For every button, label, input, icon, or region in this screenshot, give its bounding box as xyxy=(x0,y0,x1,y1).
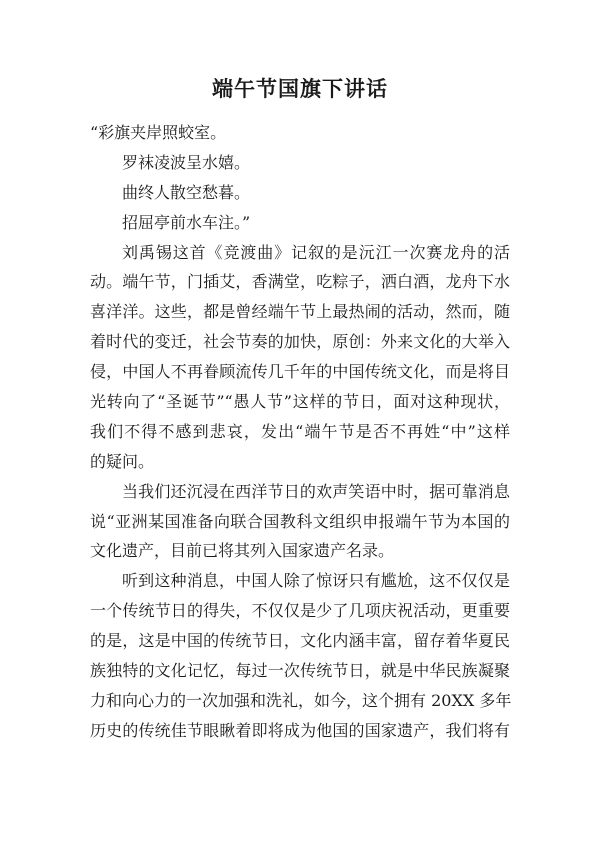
paragraph-3-line-3: 的是，这是中国的传统节日，文化内涵丰富，留存着华夏民 xyxy=(90,631,510,651)
paragraph-3-line-5: 力和向心力的一次加强和洗礼，如今，这个拥有 20XX 多年 xyxy=(90,690,512,710)
paragraph-1-line-5: 侵，中国人不再眷顾流传几千年的中国传统文化，而是将目 xyxy=(90,362,510,382)
paragraph-3-line-6: 历史的传统佳节眼瞅着即将成为他国的国家遗产，我们将有 xyxy=(90,720,510,740)
document-body xyxy=(90,118,510,746)
poem-line-1: “彩旗夹岸照蛟室。 xyxy=(90,123,227,142)
paragraph-1-line-4: 着时代的变迁，社会节奏的加快，原创：外来文化的大举入 xyxy=(90,332,510,352)
paragraph-1-line-1: 刘禹锡这首《竞渡曲》记叙的是沅江一次赛龙舟的活 xyxy=(122,242,510,262)
paragraph-2-line-2: 说“亚洲某国准备向联合国教科文组织申报端午节为本国的 xyxy=(90,511,510,531)
paragraph-1-line-6: 光转向了“圣诞节”“愚人节”这样的节日，面对这种现状， xyxy=(90,392,510,412)
paragraph-3-line-4: 族独特的文化记忆，每过一次传统节日，就是中华民族凝聚 xyxy=(90,661,510,681)
paragraph-1-line-8: 的疑问。 xyxy=(90,451,155,471)
paragraph-3-line-2: 一个传统节日的得失，不仅仅是少了几项庆祝活动，更重要 xyxy=(90,601,510,621)
poem-line-3: 曲终人散空愁暮。 xyxy=(122,182,251,202)
paragraph-3-line-1: 听到这种消息，中国人除了惊讶只有尴尬，这不仅仅是 xyxy=(122,571,510,591)
poem-line-4: 招屈亭前水车注。” xyxy=(122,212,251,232)
paragraph-2-line-1: 当我们还沉浸在西洋节日的欢声笑语中时，据可靠消息 xyxy=(122,481,510,501)
paragraph-1-line-3: 喜洋洋。这些，都是曾经端午节上最热闹的活动，然而，随 xyxy=(90,302,510,322)
page-title: 端午节国旗下讲话 xyxy=(212,76,388,101)
paragraph-1-line-2: 动。端午节，门插艾，香满堂，吃粽子，洒白酒，龙舟下水 xyxy=(90,272,510,292)
poem-line-2: 罗袜凌波呈水嬉。 xyxy=(122,152,251,172)
paragraph-1-line-7: 我们不得不感到悲哀，发出“端午节是否不再姓“中”这样 xyxy=(90,421,510,441)
paragraph-2-line-3: 文化遗产，目前已将其列入国家遗产名录。 xyxy=(90,541,395,561)
